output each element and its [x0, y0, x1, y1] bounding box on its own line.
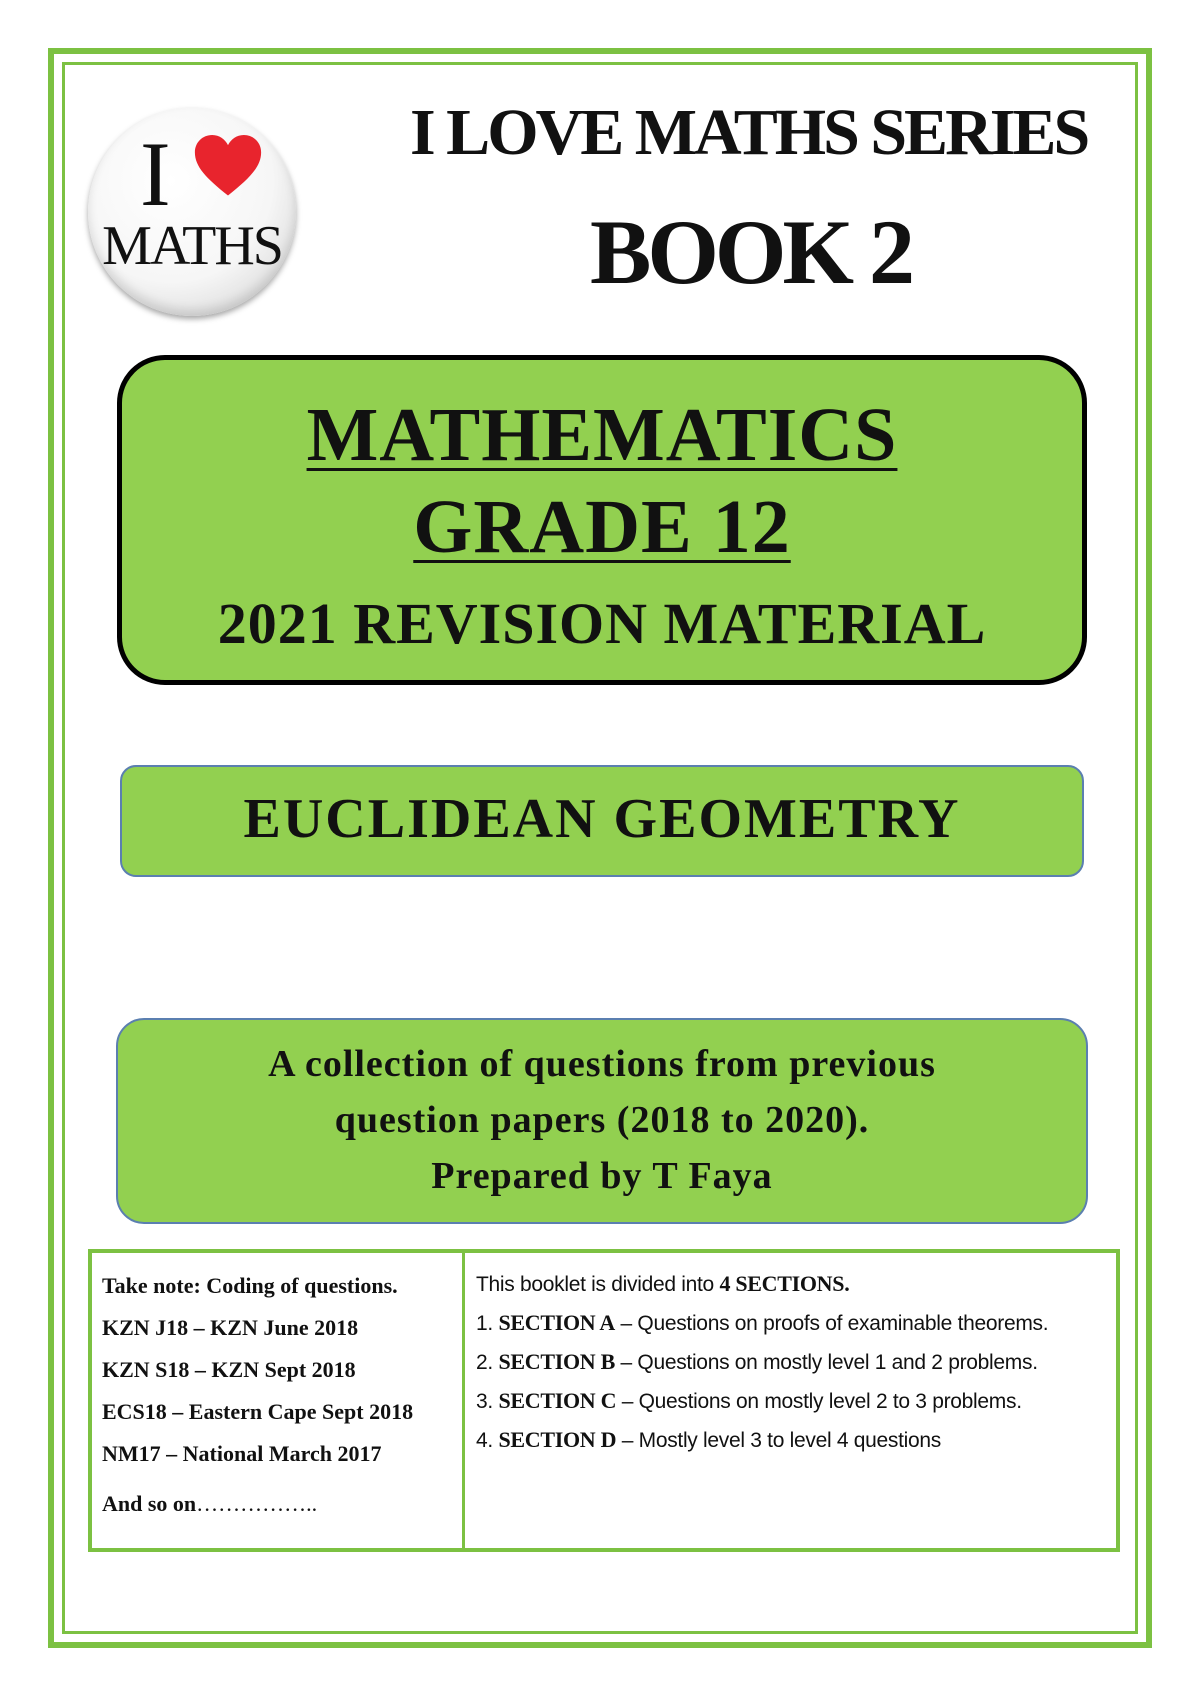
- coding-column: [102, 1265, 454, 1525]
- subject-title: MATHEMATICS: [306, 393, 898, 477]
- topic-title: EUCLIDEAN GEOMETRY: [243, 788, 961, 850]
- heart-icon: [192, 130, 264, 202]
- grade-title: GRADE 12: [413, 485, 791, 569]
- coding-footer: And so on……………..: [102, 1491, 318, 1516]
- table-divider: [462, 1253, 465, 1548]
- sections-column: [476, 1265, 1116, 1460]
- series-title: I LOVE MATHS SERIES: [410, 96, 1088, 169]
- coding-item: NM17 – National March 2017: [102, 1441, 382, 1466]
- section-item: 3. SECTION C – Questions on mostly level 2 to 3 problems.: [476, 1388, 1022, 1413]
- section-item: 1. SECTION A – Questions on proofs of examinable theorems.: [476, 1310, 1049, 1335]
- coding-item: ECS18 – Eastern Cape Sept 2018: [102, 1399, 414, 1424]
- description-line-3: Prepared by T Faya: [431, 1155, 773, 1197]
- description-line-2: question papers (2018 to 2020).: [334, 1099, 870, 1141]
- info-table: [88, 1249, 1120, 1552]
- title-box: [117, 355, 1087, 685]
- sections-intro: This booklet is divided into 4 SECTIONS.: [476, 1271, 850, 1296]
- coding-heading: Take note: Coding of questions.: [102, 1273, 398, 1298]
- coding-item: KZN J18 – KZN June 2018: [102, 1315, 359, 1340]
- book-number: BOOK 2: [590, 201, 912, 303]
- coding-item: KZN S18 – KZN Sept 2018: [102, 1357, 356, 1382]
- description-line-1: A collection of questions from previous: [268, 1043, 936, 1085]
- topic-box: [120, 765, 1084, 877]
- badge-maths-text: MATHS: [102, 215, 282, 277]
- i-love-maths-badge: [88, 108, 296, 316]
- badge-letter-i: I: [140, 123, 171, 225]
- material-title: 2021 REVISION MATERIAL: [217, 591, 987, 656]
- section-item: 2. SECTION B – Questions on mostly level 1 and 2 problems.: [476, 1349, 1038, 1374]
- section-item: 4. SECTION D – Mostly level 3 to level 4 questions: [476, 1427, 941, 1452]
- description-box: [116, 1018, 1088, 1224]
